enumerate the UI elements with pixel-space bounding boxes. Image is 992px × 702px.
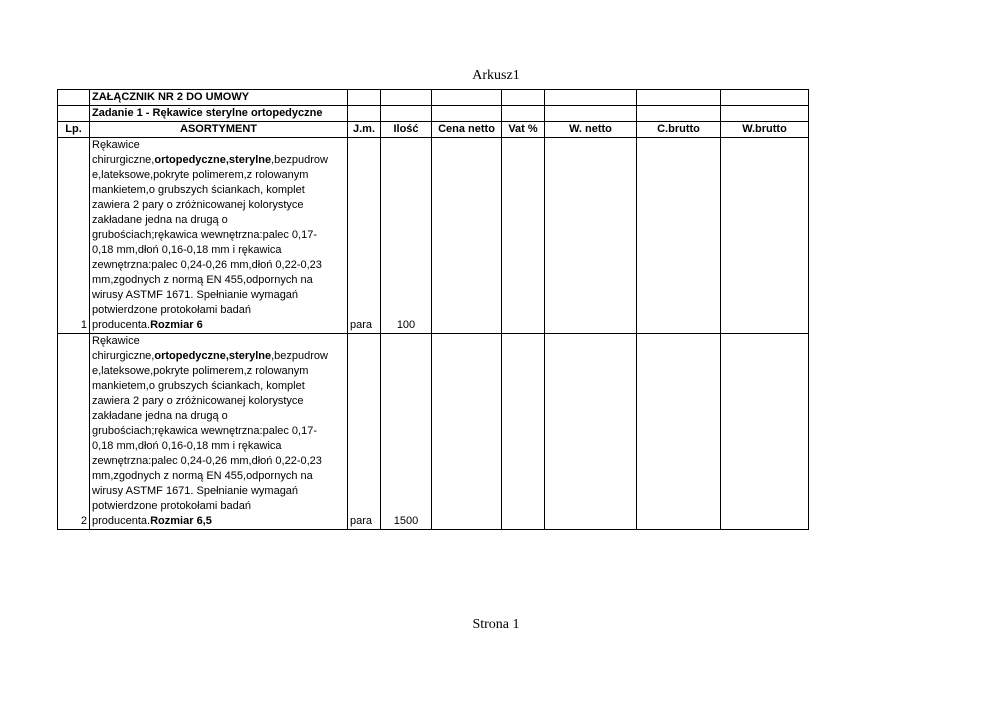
cell[interactable] xyxy=(381,90,432,106)
description-line: mm,zgodnych z normą EN 455,odpornych na xyxy=(92,274,313,286)
description-line: producenta.Rozmiar 6,5 xyxy=(92,515,212,527)
cell[interactable] xyxy=(432,106,502,122)
description-line: zewnętrzna:palec 0,24-0,26 mm,dłoń 0,22-0,23 xyxy=(92,455,322,467)
description-line: mankietem,o grubszych ściankach, komplet xyxy=(92,184,305,196)
item-gross-value[interactable] xyxy=(721,138,809,334)
spreadsheet-table xyxy=(57,89,809,530)
header-gross-value[interactable]: W.brutto xyxy=(721,122,809,138)
description-line: mm,zgodnych z normą EN 455,odpornych na xyxy=(92,470,313,482)
cell[interactable] xyxy=(545,90,637,106)
description-line: e,lateksowe,pokryte polimerem,z rolowanym xyxy=(92,365,309,377)
cell[interactable] xyxy=(502,90,545,106)
item-net-price[interactable] xyxy=(432,138,502,334)
description-line: potwierdzone protokołami badań xyxy=(92,500,251,512)
description-line: wirusy ASTMF 1671. Spełnianie wymagań xyxy=(92,289,299,301)
item-unit[interactable]: para xyxy=(348,334,381,530)
description-line: zawiera 2 pary o zróżnicowanej kolorystyce xyxy=(92,199,304,211)
description-line: zakładane jedna na drugą o xyxy=(92,410,228,422)
cell[interactable] xyxy=(721,90,809,106)
table-row xyxy=(58,334,809,530)
cell[interactable] xyxy=(432,90,502,106)
header-qty[interactable]: Ilość xyxy=(381,122,432,138)
header-vat[interactable]: Vat % xyxy=(502,122,545,138)
item-vat[interactable] xyxy=(502,138,545,334)
cell[interactable] xyxy=(637,106,721,122)
item-net-price[interactable] xyxy=(432,334,502,530)
description-line: Rękawice xyxy=(92,139,140,151)
item-vat[interactable] xyxy=(502,334,545,530)
cell[interactable] xyxy=(348,90,381,106)
attachment-row xyxy=(58,90,809,106)
cell[interactable] xyxy=(545,106,637,122)
sheet-name: Arkusz1 xyxy=(472,68,520,83)
cell[interactable] xyxy=(58,90,90,106)
description-line: zawiera 2 pary o zróżnicowanej kolorystyce xyxy=(92,395,304,407)
header-gross-price[interactable]: C.brutto xyxy=(637,122,721,138)
item-lp[interactable]: 2 xyxy=(58,334,90,530)
header-row xyxy=(58,122,809,138)
header-net-value[interactable]: W. netto xyxy=(545,122,637,138)
item-description[interactable] xyxy=(90,334,348,530)
description-line: mankietem,o grubszych ściankach, komplet xyxy=(92,380,305,392)
item-net-value[interactable] xyxy=(545,334,637,530)
item-lp[interactable]: 1 xyxy=(58,138,90,334)
description-line: e,lateksowe,pokryte polimerem,z rolowanym xyxy=(92,169,309,181)
description-line: Rękawice xyxy=(92,335,140,347)
cell[interactable] xyxy=(721,106,809,122)
item-gross-price[interactable] xyxy=(637,138,721,334)
attachment-title[interactable]: ZAŁĄCZNIK NR 2 DO UMOWY xyxy=(90,90,348,106)
header-net-price[interactable]: Cena netto xyxy=(432,122,502,138)
item-gross-price[interactable] xyxy=(637,334,721,530)
item-gross-value[interactable] xyxy=(721,334,809,530)
page-footer: Strona 1 xyxy=(472,617,520,632)
description-line: chirurgiczne,ortopedyczne,sterylne,bezpudrow xyxy=(92,154,328,166)
description-line: wirusy ASTMF 1671. Spełnianie wymagań xyxy=(92,485,299,497)
description-line: potwierdzone protokołami badań xyxy=(92,304,251,316)
item-unit[interactable]: para xyxy=(348,138,381,334)
header-assortment[interactable]: ASORTYMENT xyxy=(90,122,348,138)
header-lp[interactable]: Lp. xyxy=(58,122,90,138)
task-row xyxy=(58,106,809,122)
description-line: 0,18 mm,dłoń 0,16-0,18 mm i rękawica xyxy=(92,244,282,256)
item-rows xyxy=(58,138,809,530)
description-line: producenta.Rozmiar 6 xyxy=(92,319,203,331)
description-line: grubościach;rękawica wewnętrzna:palec 0,17- xyxy=(92,425,318,437)
item-qty[interactable]: 100 xyxy=(381,138,432,334)
description-line: chirurgiczne,ortopedyczne,sterylne,bezpudrow xyxy=(92,350,328,362)
item-qty[interactable]: 1500 xyxy=(381,334,432,530)
description-line: grubościach;rękawica wewnętrzna:palec 0,17- xyxy=(92,229,318,241)
cell[interactable] xyxy=(381,106,432,122)
description-line: 0,18 mm,dłoń 0,16-0,18 mm i rękawica xyxy=(92,440,282,452)
cell[interactable] xyxy=(58,106,90,122)
item-net-value[interactable] xyxy=(545,138,637,334)
description-line: zakładane jedna na drugą o xyxy=(92,214,228,226)
table-row xyxy=(58,138,809,334)
cell[interactable] xyxy=(502,106,545,122)
description-line: zewnętrzna:palec 0,24-0,26 mm,dłoń 0,22-0,23 xyxy=(92,259,322,271)
item-description[interactable] xyxy=(90,138,348,334)
task-title[interactable]: Zadanie 1 - Rękawice sterylne ortopedyczne xyxy=(90,106,348,122)
cell[interactable] xyxy=(348,106,381,122)
header-unit[interactable]: J.m. xyxy=(348,122,381,138)
cell[interactable] xyxy=(637,90,721,106)
